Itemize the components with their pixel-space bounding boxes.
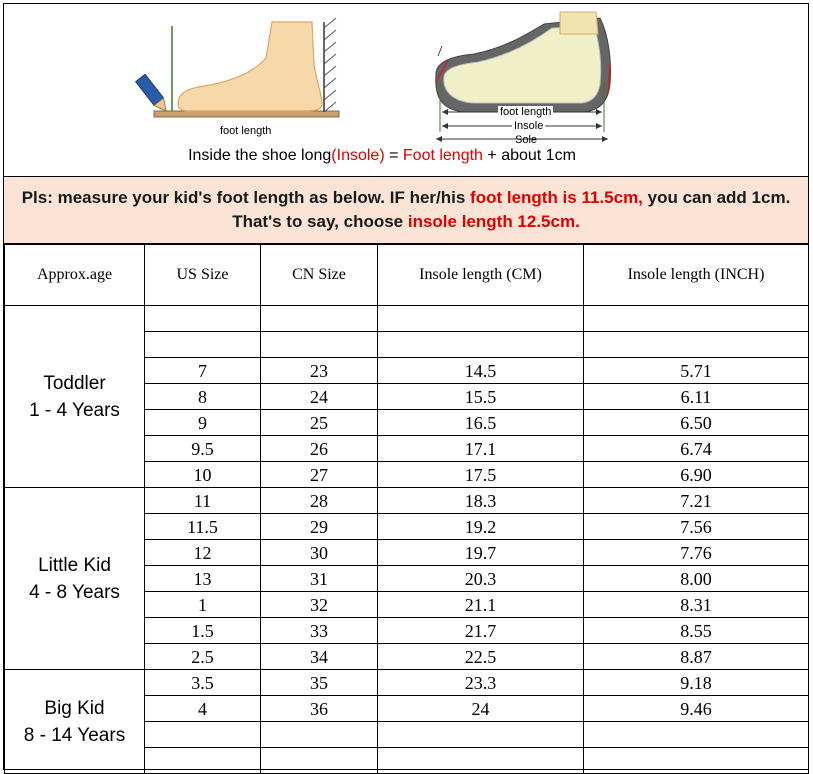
insole-cm-cell: 15.5 — [378, 384, 584, 410]
age-group-name: Little Kid — [38, 554, 111, 576]
shoe-insole-caption: Insole — [514, 120, 544, 132]
cn-size-cell: 32 — [261, 592, 378, 618]
insole-inch-cell: 6.50 — [584, 410, 809, 436]
table-row — [5, 488, 809, 514]
insole-cm-cell — [378, 748, 584, 774]
us-size-cell: 11 — [145, 488, 261, 514]
notice-text: Pls: measure your kid's foot length as below. IF her/his — [21, 188, 471, 207]
cn-size-cell — [261, 748, 378, 774]
cn-size-cell: 25 — [261, 410, 378, 436]
us-size-cell: 11.5 — [145, 514, 261, 540]
us-size-cell: 9 — [145, 410, 261, 436]
cn-size-cell: 23 — [261, 358, 378, 384]
insole-inch-cell: 8.00 — [584, 566, 809, 592]
us-size-cell: 10 — [145, 462, 261, 488]
us-size-cell: 1.5 — [145, 618, 261, 644]
cn-size-cell: 24 — [261, 384, 378, 410]
age-group-cell — [5, 488, 145, 670]
cn-size-cell — [261, 332, 378, 358]
insole-cm-cell — [378, 332, 584, 358]
insole-cm-cell: 21.1 — [378, 592, 584, 618]
insole-cm-cell: 20.3 — [378, 566, 584, 592]
cn-size-cell: 27 — [261, 462, 378, 488]
measurement-notice — [4, 176, 808, 244]
cn-size-cell: 36 — [261, 696, 378, 722]
insole-cm-cell — [378, 722, 584, 748]
us-size-cell — [145, 748, 261, 774]
insole-cm-cell: 19.7 — [378, 540, 584, 566]
insole-inch-cell: 7.76 — [584, 540, 809, 566]
table-row — [5, 306, 809, 332]
age-group-range: 1 - 4 Years — [29, 399, 120, 421]
insole-inch-cell — [584, 748, 809, 774]
age-group-cell — [5, 670, 145, 774]
insole-inch-cell: 6.11 — [584, 384, 809, 410]
measurement-illustration — [4, 4, 808, 174]
insole-inch-cell — [584, 722, 809, 748]
column-header: Approx.age — [5, 245, 145, 306]
age-group-name: Big Kid — [44, 697, 105, 719]
insole-inch-cell: 8.31 — [584, 592, 809, 618]
table-header-row — [5, 245, 809, 306]
insole-inch-cell — [584, 332, 809, 358]
notice-insole-length: insole length 12.5cm. — [407, 212, 580, 231]
insole-inch-cell: 6.90 — [584, 462, 809, 488]
insole-cm-cell: 22.5 — [378, 644, 584, 670]
us-size-cell: 12 — [145, 540, 261, 566]
us-size-cell: 9.5 — [145, 436, 261, 462]
foot-length-diagram — [136, 18, 339, 117]
cn-size-cell: 30 — [261, 540, 378, 566]
insole-formula — [4, 147, 760, 165]
us-size-cell: 2.5 — [145, 644, 261, 670]
us-size-cell: 3.5 — [145, 670, 261, 696]
column-header: Insole length (CM) — [378, 245, 584, 306]
notice-foot-length: foot length is 11.5cm, — [470, 188, 643, 207]
age-group-range: 4 - 8 Years — [29, 581, 120, 603]
insole-inch-cell: 9.46 — [584, 696, 809, 722]
formula-foot-length: Foot length — [402, 147, 483, 164]
insole-cm-cell: 16.5 — [378, 410, 584, 436]
insole-cm-cell: 17.1 — [378, 436, 584, 462]
insole-cm-cell — [378, 306, 584, 332]
cn-size-cell: 31 — [261, 566, 378, 592]
age-group-name: Toddler — [43, 372, 106, 394]
table-row — [5, 670, 809, 696]
us-size-cell — [145, 332, 261, 358]
column-header: CN Size — [261, 245, 378, 306]
us-size-cell: 13 — [145, 566, 261, 592]
insole-inch-cell: 8.55 — [584, 618, 809, 644]
insole-inch-cell: 8.87 — [584, 644, 809, 670]
insole-cm-cell: 14.5 — [378, 358, 584, 384]
formula-extra: + about 1cm — [482, 147, 576, 164]
column-header: US Size — [145, 245, 261, 306]
insole-cm-cell: 23.3 — [378, 670, 584, 696]
insole-inch-cell: 5.71 — [584, 358, 809, 384]
cn-size-cell: 26 — [261, 436, 378, 462]
insole-inch-cell: 7.56 — [584, 514, 809, 540]
size-chart — [3, 3, 809, 770]
formula-insole: (Insole) — [331, 147, 385, 164]
insole-cm-cell: 21.7 — [378, 618, 584, 644]
insole-inch-cell: 6.74 — [584, 436, 809, 462]
shoe-foot-length-caption: foot length — [500, 106, 552, 118]
notice-text: you can add 1cm. That's to say, choose — [232, 188, 791, 231]
size-table — [4, 244, 809, 774]
cn-size-cell — [261, 722, 378, 748]
us-size-cell — [145, 306, 261, 332]
insole-cm-cell: 24 — [378, 696, 584, 722]
formula-equals: = — [384, 147, 403, 164]
cn-size-cell: 29 — [261, 514, 378, 540]
cn-size-cell: 35 — [261, 670, 378, 696]
insole-cm-cell: 17.5 — [378, 462, 584, 488]
insole-inch-cell — [584, 306, 809, 332]
us-size-cell: 7 — [145, 358, 261, 384]
insole-inch-cell: 9.18 — [584, 670, 809, 696]
us-size-cell: 1 — [145, 592, 261, 618]
insole-cm-cell: 18.3 — [378, 488, 584, 514]
foot-length-caption: foot length — [220, 125, 272, 137]
cn-size-cell: 28 — [261, 488, 378, 514]
age-group-range: 8 - 14 Years — [23, 724, 126, 746]
insole-cm-cell: 19.2 — [378, 514, 584, 540]
cn-size-cell — [261, 306, 378, 332]
age-group-cell — [5, 306, 145, 488]
shoe-sole-caption: Sole — [515, 134, 538, 146]
us-size-cell: 8 — [145, 384, 261, 410]
insole-inch-cell: 7.21 — [584, 488, 809, 514]
column-header: Insole length (INCH) — [584, 245, 809, 306]
us-size-cell — [145, 722, 261, 748]
us-size-cell: 4 — [145, 696, 261, 722]
cn-size-cell: 33 — [261, 618, 378, 644]
cn-size-cell: 34 — [261, 644, 378, 670]
formula-text: Inside the shoe long — [188, 147, 332, 164]
